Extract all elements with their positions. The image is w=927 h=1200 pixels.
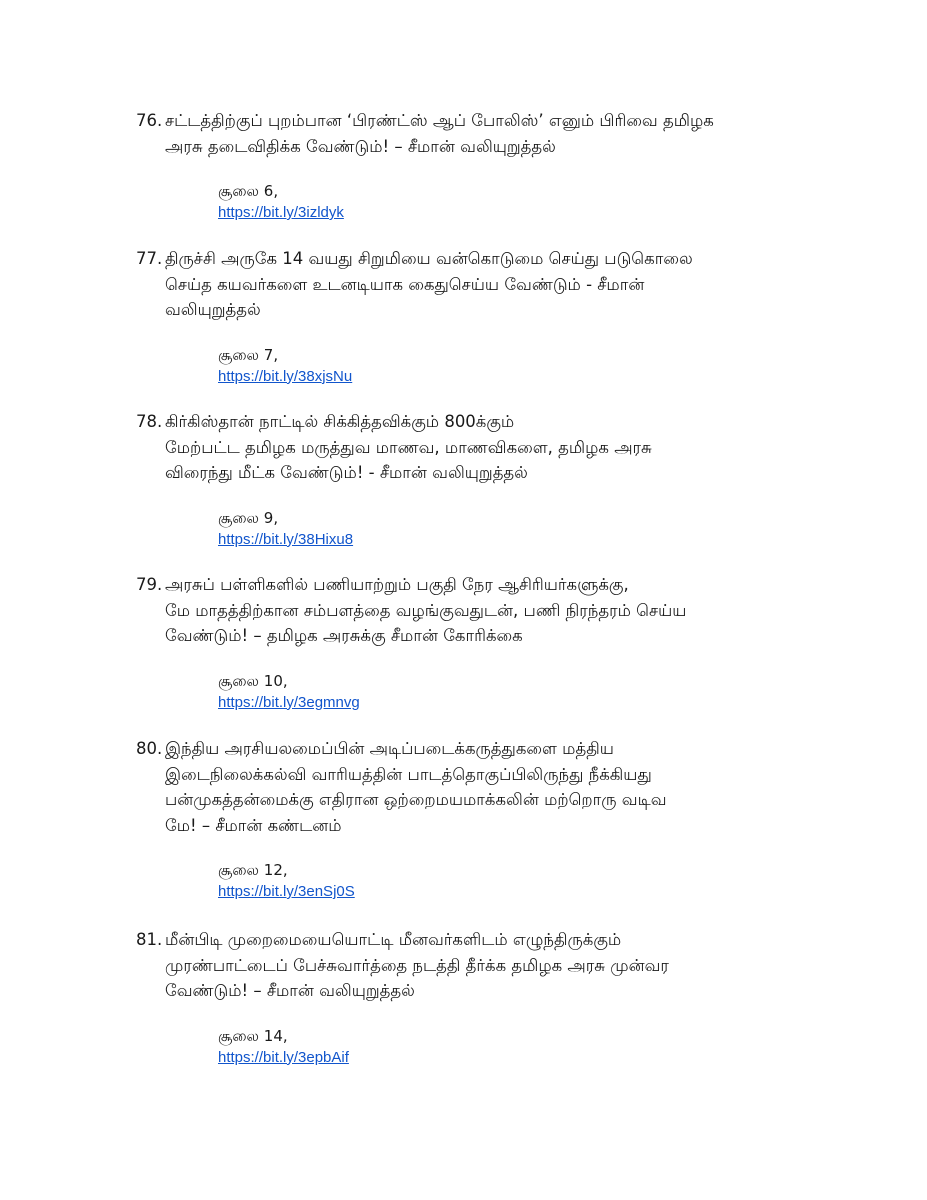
headline-line: திருச்சி அருகே 14 வயது சிறுமியை வன்கொடுமை செய்து படுகொலை [165,249,693,268]
entry-number: 78. [136,412,163,431]
headline-line: பன்முகத்தன்மைக்கு எதிரான ஒற்றைமயமாக்கலின் மற்றொரு வடிவ [165,790,667,809]
headline-line: அரசுப் பள்ளிகளில் பணியாற்றும் பகுதி நேர ஆசிரியர்களுக்கு, [165,575,629,594]
news-entry-79 [136,572,836,713]
source-link[interactable]: https://bit.ly/3epbAif [218,1048,349,1066]
source-link[interactable]: https://bit.ly/38Hixu8 [218,530,354,548]
entry-headline [136,572,836,649]
entry-headline [136,108,836,159]
headline-line: சட்டத்திற்குப் புறம்பான ‘பிரண்ட்ஸ் ஆப் போலிஸ்’ எனும் பிரிவை தமிழக [165,111,714,130]
entry-number: 80. [136,739,163,758]
entry-headline-text [165,409,836,486]
news-entry-80 [136,736,836,902]
headline-line: மே மாதத்திற்கான சம்பளத்தை வழங்குவதுடன், பணி நிரந்தரம் செய்ய [165,600,687,620]
entry-date: சூலை 12, [218,861,288,879]
entry-number: 79. [136,575,163,594]
entry-headline [136,736,836,838]
entry-source [218,671,836,713]
headline-line: அரசு தடைவிதிக்க வேண்டும்! – சீமான் வலியுறுத்தல் [165,136,556,156]
entry-source [218,181,836,223]
entry-source [218,860,836,902]
entry-number: 81. [136,930,163,949]
news-entry-81 [136,927,836,1068]
entry-source [218,345,836,387]
entry-number: 77. [136,249,163,268]
entry-source [218,508,836,550]
headline-line: மே! – சீமான் கண்டனம் [165,815,342,835]
headline-line: முரண்பாட்டைப் பேச்சுவார்த்தை நடத்தி தீர்க்க தமிழக அரசு முன்வர [165,955,669,975]
entry-number: 76. [136,111,163,130]
headline-line: வலியுறுத்தல் [165,300,261,319]
entry-headline [136,927,836,1004]
entry-headline-text [165,736,836,838]
entry-headline-text [165,927,836,1004]
source-link[interactable]: https://bit.ly/38xjsNu [218,367,353,385]
news-entry-77 [136,246,836,387]
entry-headline-text [165,572,836,649]
news-entry-76 [136,108,836,223]
headline-line: மீன்பிடி முறைமையையொட்டி மீனவர்களிடம் எழுந்திருக்கும் [165,930,622,949]
entry-headline [136,246,836,323]
entry-date: சூலை 9, [218,508,279,527]
source-link[interactable]: https://bit.ly/3enSj0S [218,883,355,900]
source-link[interactable]: https://bit.ly/3egmnvg [218,693,360,711]
entry-date: சூலை 7, [218,345,279,364]
entry-source [218,1026,836,1068]
entry-headline [136,409,836,486]
headline-line: வேண்டும்! – தமிழக அரசுக்கு சீமான் கோரிக்கை [165,626,523,645]
news-entry-78 [136,409,836,550]
entry-headline-text [165,108,836,159]
headline-line: விரைந்து மீட்க வேண்டும்! - சீமான் வலியுறுத்தல் [165,463,528,482]
source-link[interactable]: https://bit.ly/3izldyk [218,204,344,221]
entry-date: சூலை 10, [218,671,288,690]
headline-line: இடைநிலைக்கல்வி வாரியத்தின் பாடத்தொகுப்பிலிருந்து நீக்கியது [165,764,652,784]
entry-headline-text [165,246,836,323]
headline-line: வேண்டும்! – சீமான் வலியுறுத்தல் [165,981,415,1000]
entry-date: சூலை 14, [218,1026,288,1045]
headline-line: கிர்கிஸ்தான் நாட்டில் சிக்கித்தவிக்கும் 800க்கும் [165,412,515,431]
headline-line: மேற்பட்ட தமிழக மருத்துவ மாணவ, மாணவிகளை, தமிழக அரசு [165,437,652,457]
entry-date: சூலை 6, [218,182,279,200]
headline-line: செய்த கயவர்களை உடனடியாக கைதுசெய்ய வேண்டும் - சீமான் [165,274,645,294]
headline-line: இந்திய அரசியலமைப்பின் அடிப்படைக்கருத்துகளை மத்திய [165,739,614,758]
